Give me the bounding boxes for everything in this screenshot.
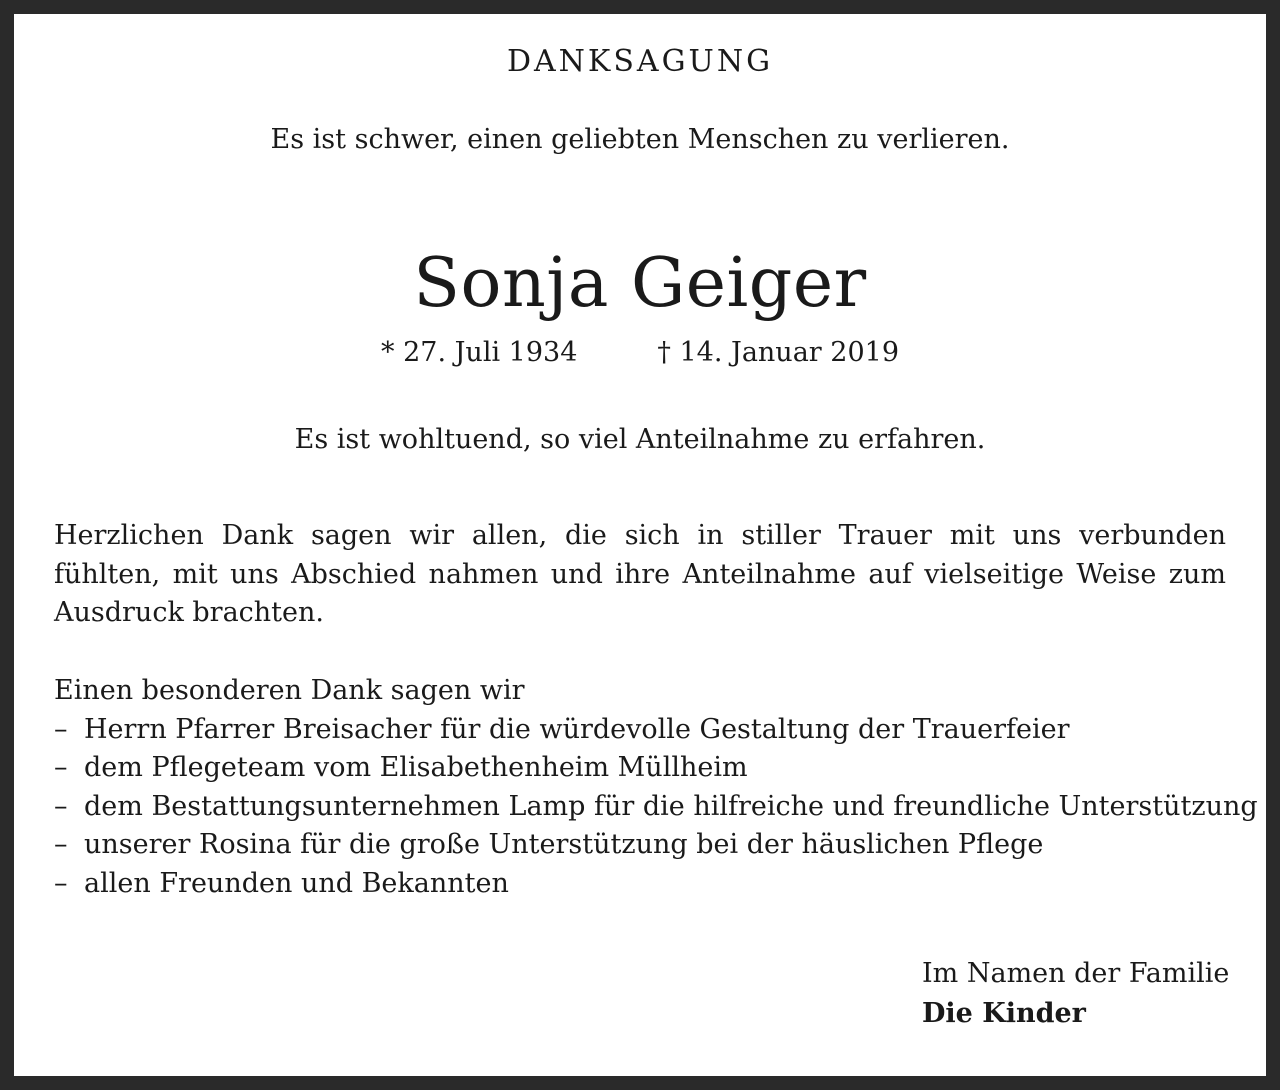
death-date: † 14. Januar 2019 (657, 337, 899, 368)
list-item: – dem Pflegeteam vom Elisabethenheim Müllheim (54, 749, 1226, 788)
special-thanks (54, 672, 1258, 903)
list-item: – allen Freunden und Bekannten (54, 865, 1226, 904)
notice-heading: DANKSAGUNG (506, 44, 774, 79)
deceased-name: Sonja Geiger (413, 244, 867, 323)
list-item: – Herrn Pfarrer Breisacher für die würdevolle Gestaltung der Trauerfeier (54, 711, 1226, 750)
intro-line: Es ist schwer, einen geliebten Menschen zu verlieren. (270, 124, 1010, 155)
dash-mark: – (54, 790, 68, 822)
dash-mark: – (54, 713, 68, 745)
special-thanks-intro: Einen besonderen Dank sagen wir (54, 675, 525, 706)
birth-date: * 27. Juli 1934 (381, 337, 578, 368)
signature (922, 954, 1229, 1034)
dash-mark: – (54, 752, 68, 783)
special-thanks-list (54, 711, 1258, 904)
life-dates (14, 337, 1266, 368)
comfort-line: Es ist wohltuend, so viel Anteilnahme zu erfahren. (294, 424, 986, 455)
thanks-paragraph: Herzlichen Dank sagen wir allen, die sich in stiller Trauer mit uns verbunden fühlten, mit uns Abschied nahmen und ihre Anteilnahme auf vielseitige Weise zum Ausdruck brachten. (54, 520, 1226, 628)
list-item: – dem Bestattungsunternehmen Lamp für die hilfreiche und freundliche Unterstützung (54, 788, 1226, 827)
dash-mark: – (54, 867, 68, 899)
obituary-notice (14, 14, 1266, 1076)
signature-line-family: Im Namen der Familie (922, 958, 1230, 989)
list-item: – unserer Rosina für die große Unterstützung bei der häuslichen Pflege (54, 826, 1226, 865)
signature-line-children: Die Kinder (922, 998, 1086, 1029)
dash-mark: – (54, 829, 68, 860)
